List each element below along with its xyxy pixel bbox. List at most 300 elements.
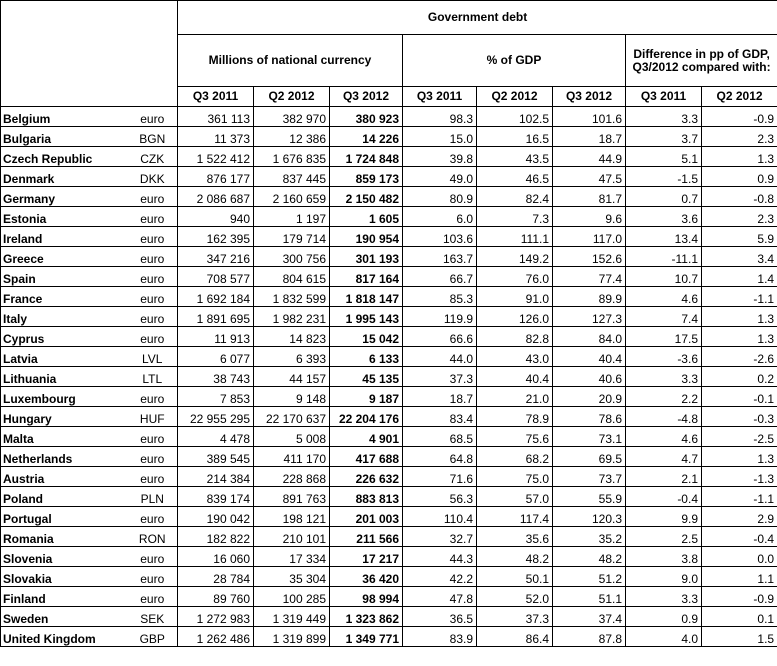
value-cell: 98 994 [330, 587, 403, 607]
table-row [1, 147, 777, 167]
value-cell: -0.9 [702, 587, 777, 607]
country-name: Austria [1, 467, 128, 487]
country-name: Italy [1, 307, 128, 327]
value-cell: 36.5 [403, 607, 477, 627]
table-row [1, 347, 777, 367]
value-cell: 76.0 [477, 267, 553, 287]
value-cell: 89.9 [553, 287, 626, 307]
country-name: Slovenia [1, 547, 128, 567]
value-cell: 48.2 [477, 547, 553, 567]
value-cell: 75.0 [477, 467, 553, 487]
value-cell: 126.0 [477, 307, 553, 327]
value-cell: 1 982 231 [254, 307, 330, 327]
value-cell: 179 714 [254, 227, 330, 247]
value-cell: 66.6 [403, 327, 477, 347]
value-cell: -0.4 [626, 487, 702, 507]
value-cell: 48.2 [553, 547, 626, 567]
value-cell: 4 478 [178, 427, 254, 447]
value-cell: 190 954 [330, 227, 403, 247]
currency-cell: GBP [128, 627, 178, 647]
value-cell: 71.6 [403, 467, 477, 487]
column-header: Q2 2012 [702, 87, 777, 107]
value-cell: 1 349 771 [330, 627, 403, 647]
value-cell: 417 688 [330, 447, 403, 467]
value-cell: 1 323 862 [330, 607, 403, 627]
value-cell: 22 204 176 [330, 407, 403, 427]
value-cell: 1 832 599 [254, 287, 330, 307]
value-cell: -3.6 [626, 347, 702, 367]
country-name: United Kingdom [1, 627, 128, 647]
country-name: Cyprus [1, 327, 128, 347]
value-cell: 80.9 [403, 187, 477, 207]
currency-cell: HUF [128, 407, 178, 427]
value-cell: 4.6 [626, 287, 702, 307]
value-cell: 40.4 [553, 347, 626, 367]
column-header: Q3 2012 [330, 87, 403, 107]
value-cell: 6 393 [254, 347, 330, 367]
value-cell: 56.3 [403, 487, 477, 507]
value-cell: 708 577 [178, 267, 254, 287]
table-row [1, 387, 777, 407]
currency-cell: PLN [128, 487, 178, 507]
value-cell: 87.8 [553, 627, 626, 647]
value-cell: 14 226 [330, 127, 403, 147]
value-cell: -0.3 [702, 407, 777, 427]
value-cell: 68.2 [477, 447, 553, 467]
value-cell: 190 042 [178, 507, 254, 527]
value-cell: 82.4 [477, 187, 553, 207]
value-cell: 69.5 [553, 447, 626, 467]
value-cell: 4.7 [626, 447, 702, 467]
value-cell: 3.6 [626, 207, 702, 227]
value-cell: 103.6 [403, 227, 477, 247]
value-cell: 804 615 [254, 267, 330, 287]
table-row [1, 527, 777, 547]
table-row [1, 247, 777, 267]
column-header: Q3 2011 [178, 87, 254, 107]
table-row [1, 427, 777, 447]
value-cell: 47.8 [403, 587, 477, 607]
country-name: Bulgaria [1, 127, 128, 147]
value-cell: -2.6 [702, 347, 777, 367]
value-cell: 201 003 [330, 507, 403, 527]
value-cell: 20.9 [553, 387, 626, 407]
value-cell: 2 160 659 [254, 187, 330, 207]
value-cell: -4.8 [626, 407, 702, 427]
value-cell: 16 060 [178, 547, 254, 567]
value-cell: 883 813 [330, 487, 403, 507]
value-cell: 117.4 [477, 507, 553, 527]
value-cell: 7.3 [477, 207, 553, 227]
value-cell: 38 743 [178, 367, 254, 387]
value-cell: 9.9 [626, 507, 702, 527]
value-cell: 226 632 [330, 467, 403, 487]
value-cell: 43.0 [477, 347, 553, 367]
value-cell: 12 386 [254, 127, 330, 147]
value-cell: 389 545 [178, 447, 254, 467]
table-row [1, 367, 777, 387]
value-cell: 36 420 [330, 567, 403, 587]
value-cell: 6 077 [178, 347, 254, 367]
value-cell: 1.3 [702, 327, 777, 347]
value-cell: 891 763 [254, 487, 330, 507]
value-cell: -1.5 [626, 167, 702, 187]
value-cell: 15 042 [330, 327, 403, 347]
value-cell: 1 262 486 [178, 627, 254, 647]
value-cell: 1.4 [702, 267, 777, 287]
value-cell: 4 901 [330, 427, 403, 447]
table-row [1, 127, 777, 147]
value-cell: 859 173 [330, 167, 403, 187]
value-cell: 17 217 [330, 547, 403, 567]
group-national-currency: Millions of national currency [178, 35, 403, 87]
currency-cell: RON [128, 527, 178, 547]
currency-cell: euro [128, 287, 178, 307]
value-cell: 78.9 [477, 407, 553, 427]
value-cell: 40.6 [553, 367, 626, 387]
value-cell: 152.6 [553, 247, 626, 267]
value-cell: 347 216 [178, 247, 254, 267]
value-cell: 37.3 [477, 607, 553, 627]
value-cell: 83.9 [403, 627, 477, 647]
table-row [1, 167, 777, 187]
value-cell: 1 891 695 [178, 307, 254, 327]
value-cell: 211 566 [330, 527, 403, 547]
country-name: Hungary [1, 407, 128, 427]
value-cell: 35.2 [553, 527, 626, 547]
value-cell: 44.0 [403, 347, 477, 367]
country-name: France [1, 287, 128, 307]
value-cell: 11 913 [178, 327, 254, 347]
value-cell: -11.1 [626, 247, 702, 267]
value-cell: 382 970 [254, 107, 330, 127]
value-cell: 55.9 [553, 487, 626, 507]
value-cell: 2 086 687 [178, 187, 254, 207]
currency-cell: euro [128, 187, 178, 207]
value-cell: -0.9 [702, 107, 777, 127]
value-cell: 3.7 [626, 127, 702, 147]
currency-cell: euro [128, 247, 178, 267]
table-row [1, 467, 777, 487]
value-cell: 1 197 [254, 207, 330, 227]
value-cell: 89 760 [178, 587, 254, 607]
value-cell: 4.0 [626, 627, 702, 647]
value-cell: 14 823 [254, 327, 330, 347]
value-cell: 9.0 [626, 567, 702, 587]
value-cell: 73.1 [553, 427, 626, 447]
value-cell: 35 304 [254, 567, 330, 587]
value-cell: 817 164 [330, 267, 403, 287]
currency-cell: SEK [128, 607, 178, 627]
country-name: Luxembourg [1, 387, 128, 407]
value-cell: 16.5 [477, 127, 553, 147]
value-cell: 0.9 [626, 607, 702, 627]
value-cell: 21.0 [477, 387, 553, 407]
corner-cell [1, 1, 178, 107]
value-cell: 66.7 [403, 267, 477, 287]
value-cell: 198 121 [254, 507, 330, 527]
table-row [1, 227, 777, 247]
table-row [1, 547, 777, 567]
table-row [1, 487, 777, 507]
currency-cell: euro [128, 207, 178, 227]
table-row [1, 447, 777, 467]
group-percent-gdp: % of GDP [403, 35, 626, 87]
value-cell: 73.7 [553, 467, 626, 487]
value-cell: 98.3 [403, 107, 477, 127]
table-row [1, 587, 777, 607]
value-cell: 39.8 [403, 147, 477, 167]
value-cell: 7.4 [626, 307, 702, 327]
currency-cell: euro [128, 447, 178, 467]
country-name: Latvia [1, 347, 128, 367]
value-cell: 52.0 [477, 587, 553, 607]
value-cell: 22 170 637 [254, 407, 330, 427]
value-cell: 57.0 [477, 487, 553, 507]
currency-cell: euro [128, 587, 178, 607]
value-cell: 2.3 [702, 207, 777, 227]
currency-cell: euro [128, 547, 178, 567]
table-row [1, 507, 777, 527]
value-cell: 361 113 [178, 107, 254, 127]
table-row [1, 627, 777, 647]
table-row [1, 187, 777, 207]
value-cell: 3.3 [626, 587, 702, 607]
value-cell: 7 853 [178, 387, 254, 407]
value-cell: 1.3 [702, 147, 777, 167]
value-cell: 0.2 [702, 367, 777, 387]
country-name: Estonia [1, 207, 128, 227]
currency-cell: euro [128, 427, 178, 447]
country-name: Czech Republic [1, 147, 128, 167]
value-cell: 40.4 [477, 367, 553, 387]
value-cell: 1 319 899 [254, 627, 330, 647]
value-cell: 162 395 [178, 227, 254, 247]
value-cell: 837 445 [254, 167, 330, 187]
value-cell: -1.1 [702, 287, 777, 307]
value-cell: 940 [178, 207, 254, 227]
value-cell: 18.7 [403, 387, 477, 407]
country-name: Greece [1, 247, 128, 267]
value-cell: 102.5 [477, 107, 553, 127]
value-cell: 82.8 [477, 327, 553, 347]
currency-cell: euro [128, 467, 178, 487]
value-cell: 68.5 [403, 427, 477, 447]
value-cell: 0.7 [626, 187, 702, 207]
currency-cell: BGN [128, 127, 178, 147]
value-cell: 1 724 848 [330, 147, 403, 167]
country-name: Finland [1, 587, 128, 607]
value-cell: 117.0 [553, 227, 626, 247]
value-cell: 210 101 [254, 527, 330, 547]
value-cell: 119.9 [403, 307, 477, 327]
table-row [1, 407, 777, 427]
value-cell: 86.4 [477, 627, 553, 647]
value-cell: 3.8 [626, 547, 702, 567]
value-cell: 10.7 [626, 267, 702, 287]
value-cell: 1 319 449 [254, 607, 330, 627]
value-cell: 83.4 [403, 407, 477, 427]
table-title: Government debt [178, 1, 777, 35]
currency-cell: euro [128, 507, 178, 527]
value-cell: 1.5 [702, 627, 777, 647]
value-cell: 44.3 [403, 547, 477, 567]
value-cell: 0.0 [702, 547, 777, 567]
value-cell: 3.4 [702, 247, 777, 267]
value-cell: 876 177 [178, 167, 254, 187]
value-cell: 300 756 [254, 247, 330, 267]
table-row [1, 607, 777, 627]
value-cell: 1 692 184 [178, 287, 254, 307]
value-cell: 75.6 [477, 427, 553, 447]
value-cell: 85.3 [403, 287, 477, 307]
value-cell: 44.9 [553, 147, 626, 167]
value-cell: 64.8 [403, 447, 477, 467]
value-cell: 32.7 [403, 527, 477, 547]
table-row [1, 307, 777, 327]
value-cell: -0.1 [702, 387, 777, 407]
table-row [1, 287, 777, 307]
value-cell: 15.0 [403, 127, 477, 147]
table-row [1, 327, 777, 347]
value-cell: 49.0 [403, 167, 477, 187]
country-name: Poland [1, 487, 128, 507]
value-cell: 6 133 [330, 347, 403, 367]
value-cell: 3.3 [626, 367, 702, 387]
column-header: Q2 2012 [254, 87, 330, 107]
value-cell: 5.1 [626, 147, 702, 167]
value-cell: 17 334 [254, 547, 330, 567]
value-cell: 2.3 [702, 127, 777, 147]
table-row [1, 207, 777, 227]
value-cell: 1.1 [702, 567, 777, 587]
value-cell: 100 285 [254, 587, 330, 607]
value-cell: 13.4 [626, 227, 702, 247]
value-cell: 5 008 [254, 427, 330, 447]
currency-cell: euro [128, 387, 178, 407]
value-cell: 2.1 [626, 467, 702, 487]
value-cell: -2.5 [702, 427, 777, 447]
currency-cell: euro [128, 567, 178, 587]
value-cell: 214 384 [178, 467, 254, 487]
value-cell: 182 822 [178, 527, 254, 547]
country-name: Denmark [1, 167, 128, 187]
table-row [1, 107, 777, 127]
value-cell: 2.2 [626, 387, 702, 407]
value-cell: 1 818 147 [330, 287, 403, 307]
value-cell: 380 923 [330, 107, 403, 127]
value-cell: 46.5 [477, 167, 553, 187]
value-cell: 1 995 143 [330, 307, 403, 327]
value-cell: 9.6 [553, 207, 626, 227]
table-row [1, 267, 777, 287]
value-cell: 5.9 [702, 227, 777, 247]
value-cell: 47.5 [553, 167, 626, 187]
column-header: Q3 2012 [553, 87, 626, 107]
value-cell: -0.4 [702, 527, 777, 547]
currency-cell: DKK [128, 167, 178, 187]
value-cell: 411 170 [254, 447, 330, 467]
currency-cell: euro [128, 327, 178, 347]
value-cell: 9 187 [330, 387, 403, 407]
country-name: Germany [1, 187, 128, 207]
value-cell: 17.5 [626, 327, 702, 347]
value-cell: 28 784 [178, 567, 254, 587]
value-cell: 101.6 [553, 107, 626, 127]
value-cell: 1.3 [702, 447, 777, 467]
value-cell: 163.7 [403, 247, 477, 267]
column-header: Q2 2012 [477, 87, 553, 107]
value-cell: 1 272 983 [178, 607, 254, 627]
value-cell: 44 157 [254, 367, 330, 387]
value-cell: -1.1 [702, 487, 777, 507]
value-cell: 149.2 [477, 247, 553, 267]
value-cell: 2 150 482 [330, 187, 403, 207]
value-cell: -0.8 [702, 187, 777, 207]
value-cell: 35.6 [477, 527, 553, 547]
country-name: Netherlands [1, 447, 128, 467]
value-cell: 6.0 [403, 207, 477, 227]
value-cell: 1.3 [702, 307, 777, 327]
value-cell: 2.5 [626, 527, 702, 547]
value-cell: -1.3 [702, 467, 777, 487]
value-cell: 111.1 [477, 227, 553, 247]
value-cell: 22 955 295 [178, 407, 254, 427]
value-cell: 839 174 [178, 487, 254, 507]
value-cell: 42.2 [403, 567, 477, 587]
value-cell: 81.7 [553, 187, 626, 207]
country-name: Sweden [1, 607, 128, 627]
value-cell: 37.4 [553, 607, 626, 627]
value-cell: 4.6 [626, 427, 702, 447]
country-name: Belgium [1, 107, 128, 127]
country-name: Spain [1, 267, 128, 287]
value-cell: 50.1 [477, 567, 553, 587]
currency-cell: LTL [128, 367, 178, 387]
group-difference: Difference in pp of GDP, Q3/2012 compared with: [626, 35, 777, 87]
currency-cell: euro [128, 227, 178, 247]
currency-cell: euro [128, 107, 178, 127]
value-cell: 78.6 [553, 407, 626, 427]
value-cell: 45 135 [330, 367, 403, 387]
value-cell: 228 868 [254, 467, 330, 487]
column-header: Q3 2011 [626, 87, 702, 107]
value-cell: 11 373 [178, 127, 254, 147]
value-cell: 1 522 412 [178, 147, 254, 167]
value-cell: 43.5 [477, 147, 553, 167]
value-cell: 120.3 [553, 507, 626, 527]
country-name: Slovakia [1, 567, 128, 587]
value-cell: 77.4 [553, 267, 626, 287]
country-name: Romania [1, 527, 128, 547]
value-cell: 3.3 [626, 107, 702, 127]
value-cell: 0.9 [702, 167, 777, 187]
value-cell: 1 605 [330, 207, 403, 227]
value-cell: 9 148 [254, 387, 330, 407]
country-name: Ireland [1, 227, 128, 247]
value-cell: 127.3 [553, 307, 626, 327]
country-name: Portugal [1, 507, 128, 527]
country-name: Lithuania [1, 367, 128, 387]
country-name: Malta [1, 427, 128, 447]
value-cell: 0.1 [702, 607, 777, 627]
value-cell: 84.0 [553, 327, 626, 347]
value-cell: 51.1 [553, 587, 626, 607]
currency-cell: euro [128, 267, 178, 287]
currency-cell: LVL [128, 347, 178, 367]
currency-cell: euro [128, 307, 178, 327]
column-header: Q3 2011 [403, 87, 477, 107]
